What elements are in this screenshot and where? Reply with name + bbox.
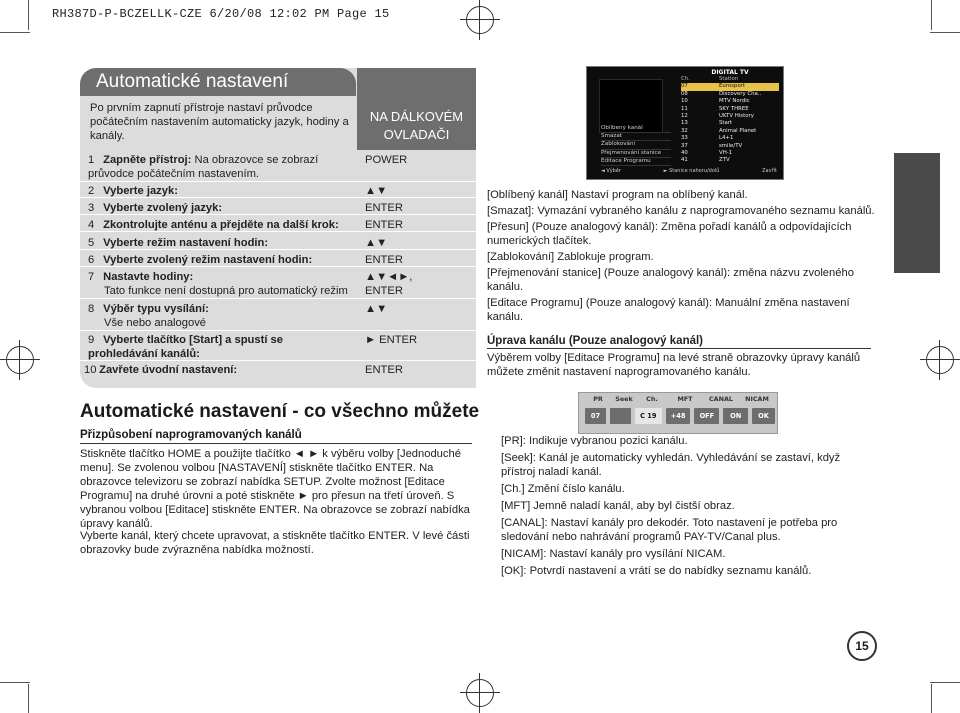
divider — [80, 181, 476, 182]
edit-bar-label: CANAL — [708, 395, 733, 403]
tv-channel-row — [681, 83, 779, 90]
panel-title: Automatické nastavení — [80, 68, 356, 96]
tv-menu-item: Editace Programu — [601, 158, 671, 166]
edit-bar-labels — [585, 395, 775, 403]
tv-channel-name: Discovery Cha.. — [719, 90, 762, 97]
tv-channel-number: 32 — [681, 127, 688, 134]
crop-mark — [931, 0, 932, 30]
tv-col-ch: Ch. — [681, 76, 690, 82]
step-9: 9 Vyberte tlačítko [Start] a spustí se prohledávání kanálů: — [88, 334, 283, 360]
tv-channel-number: 41 — [681, 157, 688, 164]
edit-rule — [487, 348, 871, 349]
step-1-key: POWER — [365, 154, 408, 166]
option-description: [Přesun] (Pouze analogový kanál): Změna pořadí kanálů a odpovídajících numerických tlačítek. — [487, 221, 852, 247]
edit-bar-label: Ch. — [646, 395, 658, 403]
tv-channel-number: 11 — [681, 105, 688, 112]
step-2-key: ▲▼ — [365, 185, 388, 197]
option-description: [Přejmenování stanice] (Pouze analogový kanál): změna názvu zvoleného kanálu. — [487, 267, 854, 293]
tv-channel-name: Eurosport — [719, 83, 746, 90]
tv-channel-name: ZTV — [719, 157, 730, 164]
tv-channel-number: 08 — [681, 90, 688, 97]
divider — [80, 214, 476, 215]
edit-bar-label: NICAM — [745, 395, 769, 403]
step-3: 3 Vyberte zvolený jazyk: — [88, 202, 223, 214]
side-tab — [894, 153, 940, 273]
tv-channel-number: 12 — [681, 112, 688, 119]
tv-channel-icon — [695, 128, 719, 135]
tv-channel-row — [681, 128, 779, 135]
option-description: [Zablokování] Zablokuje program. — [487, 251, 654, 263]
edit-bar-label: MFT — [677, 395, 693, 403]
option-description: [Editace Programu] (Pouze analogový kanál): Manuální změna nastavení kanálu. — [487, 297, 850, 323]
tv-col-station: Station — [719, 76, 739, 82]
tv-channel-name: VH-1 — [719, 149, 733, 156]
edit-bar-field: OK — [752, 408, 775, 424]
tv-channel-icon — [695, 83, 719, 90]
option-description: [NICAM]: Nastaví kanály pro vysílání NICAM. — [501, 548, 726, 560]
divider — [80, 249, 476, 250]
tv-channel-icon — [695, 157, 719, 164]
step-7-key: ▲▼◄►, ENTER — [365, 271, 413, 297]
step-4: 4 Zkontrolujte anténu a přejděte na další krok: — [88, 219, 339, 231]
tv-channel-name: SKY THREE — [719, 105, 749, 112]
remote-header-line2: OVLADAČI — [383, 127, 450, 142]
tv-menu-item: Oblíbený kanál — [601, 125, 671, 133]
section-subheading: Přizpůsobení naprogramovaných kanálů — [80, 429, 302, 441]
step-5-key: ▲▼ — [365, 237, 388, 249]
step-5: 5 Vyberte režim nastavení hodin: — [88, 237, 269, 249]
step-2: 2 Vyberte jazyk: — [88, 185, 178, 197]
step-3-key: ENTER — [365, 202, 403, 214]
tv-channel-number: 33 — [681, 135, 688, 142]
edit-bar-fields — [585, 408, 775, 424]
option-description: [Seek]: Kanál je automaticky vyhledán. Vyhledávání se zastaví, když přístroj naladí kanál. — [501, 452, 841, 478]
step-6: 6 Vyberte zvolený režim nastavení hodin: — [88, 254, 313, 266]
tv-channel-row — [681, 135, 779, 142]
step-8-key: ▲▼ — [365, 303, 388, 315]
tv-channel-row — [681, 157, 779, 164]
divider — [80, 231, 476, 232]
tv-channel-number: 40 — [681, 149, 688, 156]
tv-channel-icon — [695, 143, 719, 150]
tv-channel-row — [681, 98, 779, 105]
tv-channel-number: 07 — [681, 83, 688, 90]
option-description: [PR]: Indikuje vybranou pozici kanálu. — [501, 435, 688, 447]
tv-channel-name: L4+1 — [719, 135, 734, 142]
tv-channel-row — [681, 91, 779, 98]
registration-mark-bottom — [460, 673, 500, 713]
tv-footer-mid: ► Stanice nahoru/dolů — [663, 168, 720, 174]
step-4-key: ENTER — [365, 219, 403, 231]
divider — [80, 266, 476, 267]
page-number: 15 — [847, 631, 877, 661]
channel-list-screenshot — [586, 66, 784, 180]
tv-channel-icon — [695, 150, 719, 157]
step-9-key: ► ENTER — [365, 334, 418, 346]
option-description: [OK]: Potvrdí nastavení a vrátí se do nabídky seznamu kanálů. — [501, 565, 812, 577]
tv-channel-icon — [695, 135, 719, 142]
option-description: [Smazat]: Vymazání vybraného kanálu z naprogramovaného seznamu kanálů. — [487, 205, 875, 217]
crop-mark — [28, 0, 29, 30]
tv-channel-number: 10 — [681, 98, 688, 105]
tv-channel-icon — [695, 113, 719, 120]
section-para-1: Stiskněte tlačítko HOME a použijte tlačítko ◄ ► k výběru volby [Jednoduché menu]. Se zvolenou volbou [NASTAVENÍ] stiskněte tlačítko ENTER. Na obrazovce televizoru se zobrazí nabídka SETUP. Zvolte možnost [Editace Programu] na druhé úrovni a poté stiskněte ► pro přesun na třetí úroveň. S vybranou volbou [Editace] stiskněte ENTER. Na obrazovce se zobrazí nabídka úpravy kanálů. — [80, 448, 470, 530]
options-bottom — [501, 434, 876, 581]
crop-mark — [931, 684, 932, 713]
tv-channel-name: smile/TV — [719, 142, 743, 149]
registration-mark-right — [920, 340, 960, 380]
tv-channel-row — [681, 150, 779, 157]
remote-header-line1: NA DÁLKOVÉM — [369, 109, 464, 124]
tv-channel-row — [681, 113, 779, 120]
remote-header — [357, 68, 476, 150]
seek-control — [610, 408, 631, 424]
step-7: 7 Nastavte hodiny: Tato funkce není dostupná pro automatický režim — [88, 271, 348, 297]
tv-menu-item: Zablokování — [601, 141, 671, 149]
tv-channel-row — [681, 106, 779, 113]
edit-bar-field: C 19 — [635, 408, 662, 424]
tv-channel-row — [681, 143, 779, 150]
step-8: 8 Výběr typu vysílání: Vše nebo analogové — [88, 303, 209, 329]
crop-mark — [0, 682, 30, 683]
crop-mark — [0, 32, 30, 33]
tv-footer-left: ◄ Výběr — [601, 168, 621, 174]
edit-bar-field: 07 — [585, 408, 606, 424]
divider — [80, 330, 476, 331]
edit-bar-field: OFF — [694, 408, 719, 424]
tv-channel-icon — [695, 91, 719, 98]
crop-mark — [930, 32, 960, 33]
tv-channel-number: 13 — [681, 120, 688, 127]
print-header: RH387D-P-BCZELLK-CZE 6/20/08 12:02 PM Page 15 — [52, 7, 390, 21]
tv-channel-number: 37 — [681, 142, 688, 149]
edit-heading: Úprava kanálu (Pouze analogový kanál) — [487, 335, 704, 347]
step-6-key: ENTER — [365, 254, 403, 266]
step-10: 10 Zavřete úvodní nastavení: — [84, 364, 238, 376]
panel-intro: Po prvním zapnutí přístroje nastaví průvodce počátečním nastavením automaticky jazyk, hodiny a kanály. — [90, 102, 349, 142]
tv-list-title: DIGITAL TV — [711, 69, 749, 76]
tv-menu-item: Smazat — [601, 133, 671, 141]
option-description: [MFT] Jemně naladí kanál, aby byl čistší obraz. — [501, 500, 735, 512]
edit-bar-label: Seek — [615, 395, 633, 403]
options-top — [487, 188, 875, 326]
step-1: 1 Zapněte přístroj: Na obrazovce se zobrazí průvodce počátečním nastavením. — [88, 154, 319, 180]
registration-mark-top — [460, 0, 500, 40]
section-heading: Automatické nastavení - co všechno můžete — [80, 401, 480, 422]
divider — [80, 197, 476, 198]
option-description: [Oblíbený kanál] Nastaví program na oblíbený kanál. — [487, 189, 748, 201]
tv-option-menu — [601, 125, 671, 166]
tv-list-header — [681, 76, 779, 83]
registration-mark-left — [0, 340, 40, 380]
tv-channel-row — [681, 120, 779, 127]
tv-footer-right: Zavřít — [762, 168, 777, 174]
tv-channel-name: MTV Nordic — [719, 98, 750, 105]
tv-channel-name: UKTV History — [719, 112, 754, 119]
edit-text: Výběrem volby [Editace Programu] na levé straně obrazovky úpravy kanálů můžete změnit nastavení naprogramovaného kanálu. — [487, 352, 861, 378]
option-description: [CANAL]: Nastaví kanály pro dekodér. Toto nastavení je potřeba pro sledování nebo nahrávání programů PAY-TV/Canal plus. — [501, 517, 838, 543]
step-10-key: ENTER — [365, 364, 403, 376]
tv-menu-item: Přejmenování stanice — [601, 150, 671, 158]
tv-channel-name: Start — [719, 120, 733, 127]
edit-bar-field: ON — [723, 408, 748, 424]
channel-edit-bar — [578, 392, 778, 434]
divider — [80, 298, 476, 299]
section-rule — [80, 443, 472, 444]
tv-channel-list — [681, 69, 779, 165]
section-para-2: Vyberte kanál, který chcete upravovat, a stiskněte tlačítko ENTER. V levé části obrazovky bude zvýrazněna nabídka možností. — [80, 530, 470, 556]
tv-channel-icon — [695, 120, 719, 127]
option-description: [Ch.] Změní číslo kanálu. — [501, 483, 625, 495]
divider — [80, 360, 476, 361]
edit-bar-label: PR — [593, 395, 603, 403]
edit-bar-field: +48 — [666, 408, 691, 424]
tv-channel-icon — [695, 106, 719, 113]
crop-mark — [930, 682, 960, 683]
tv-channel-icon — [695, 98, 719, 105]
crop-mark — [28, 684, 29, 713]
tv-footer — [601, 168, 777, 174]
tv-channel-name: Animal Planet — [719, 127, 757, 134]
